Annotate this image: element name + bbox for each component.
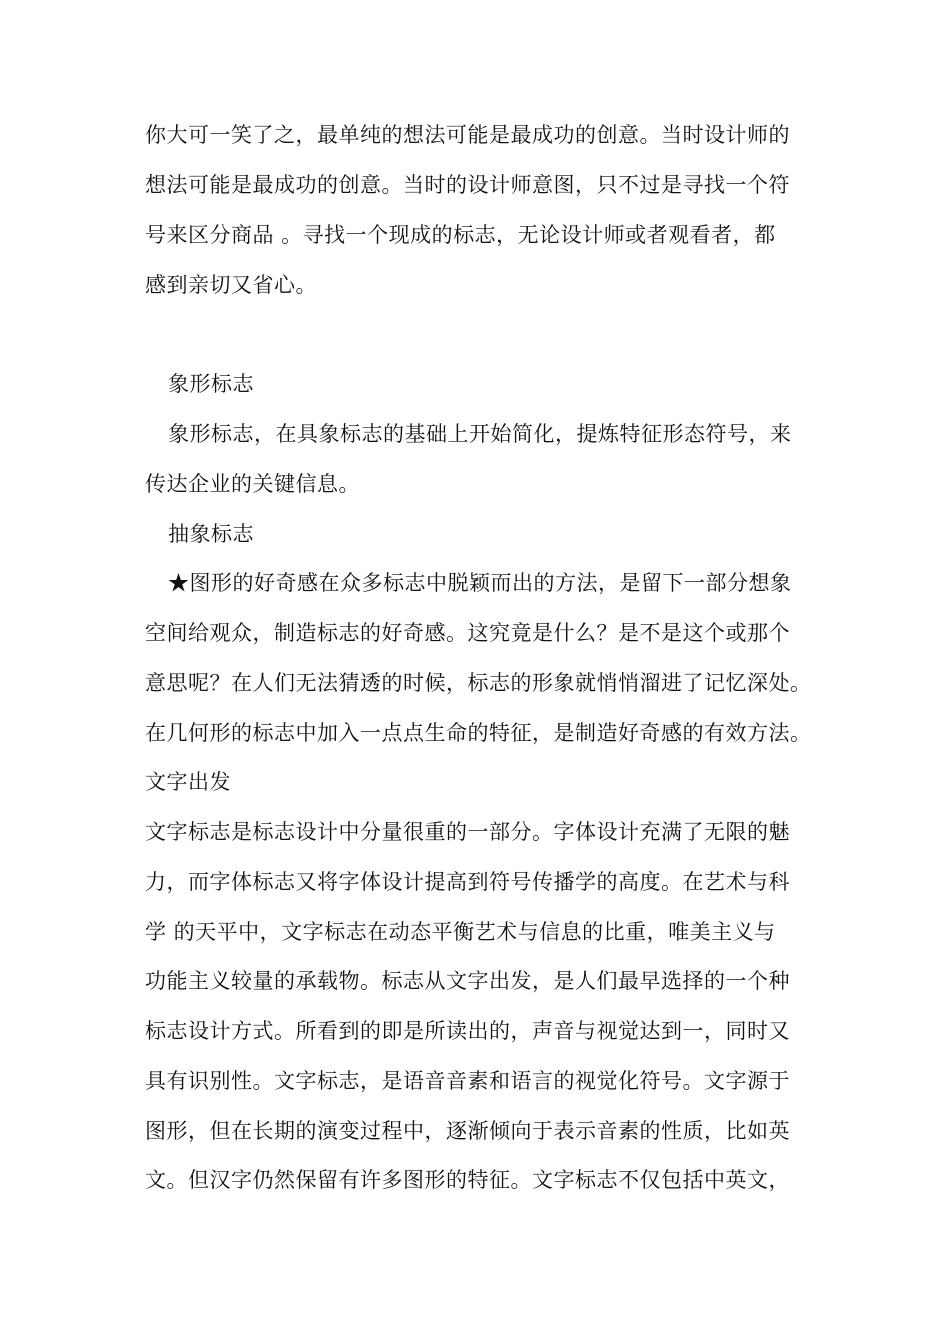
paragraph-line: 意思呢？在人们无法猜透的时候，标志的形象就悄悄溜进了记忆深处。 <box>145 671 812 695</box>
section-heading: 抽象标志 <box>168 522 254 546</box>
paragraph-line: 文。但汉字仍然保留有许多图形的特征。文字标志不仅包括中英文， <box>145 1168 790 1192</box>
paragraph-line: 学 的天平中，文字标志在动态平衡艺术与信息的比重，唯美主义与 <box>145 920 776 944</box>
paragraph-line: 象形标志，在具象标志的基础上开始简化，提炼特征形态符号，来 <box>168 422 792 446</box>
paragraph-line: ★图形的好奇感在众多标志中脱颖而出的方法，是留下一部分想象 <box>168 571 792 595</box>
paragraph-line: 图形，但在长期的演变过程中，逐渐倾向于表示音素的性质，比如英 <box>145 1119 790 1143</box>
paragraph-line: 具有识别性。文字标志，是语音音素和语言的视觉化符号。文字源于 <box>145 1069 790 1093</box>
paragraph-line: 力，而字体标志又将字体设计提高到符号传播学的高度。在艺术与科 <box>145 870 790 894</box>
section-heading: 文字出发 <box>145 770 231 794</box>
paragraph-line: 你大可一笑了之，最单纯的想法可能是最成功的创意。当时设计师的 <box>145 123 790 147</box>
paragraph-line: 号来区分商品 。寻找一个现成的标志，无论设计师或者观看者，都 <box>145 223 776 247</box>
paragraph-line: 想法可能是最成功的创意。当时的设计师意图，只不过是寻找一个符 <box>145 173 790 197</box>
paragraph-line: 功能主义较量的承载物。标志从文字出发，是人们最早选择的一个种 <box>145 969 790 993</box>
paragraph-line: 在几何形的标志中加入一点点生命的特征，是制造好奇感的有效方法。 <box>145 721 812 745</box>
section-heading: 象形标志 <box>168 372 254 396</box>
paragraph-line: 文字标志是标志设计中分量很重的一部分。字体设计充满了无限的魅 <box>145 820 790 844</box>
paragraph-line: 标志设计方式。所看到的即是所读出的，声音与视觉达到一，同时又 <box>145 1019 790 1043</box>
paragraph-line: 感到亲切又省心。 <box>145 273 317 297</box>
paragraph-line: 空间给观众，制造标志的好奇感。这究竟是什么？是不是这个或那个 <box>145 621 790 645</box>
paragraph-line: 传达企业的关键信息。 <box>145 472 360 496</box>
